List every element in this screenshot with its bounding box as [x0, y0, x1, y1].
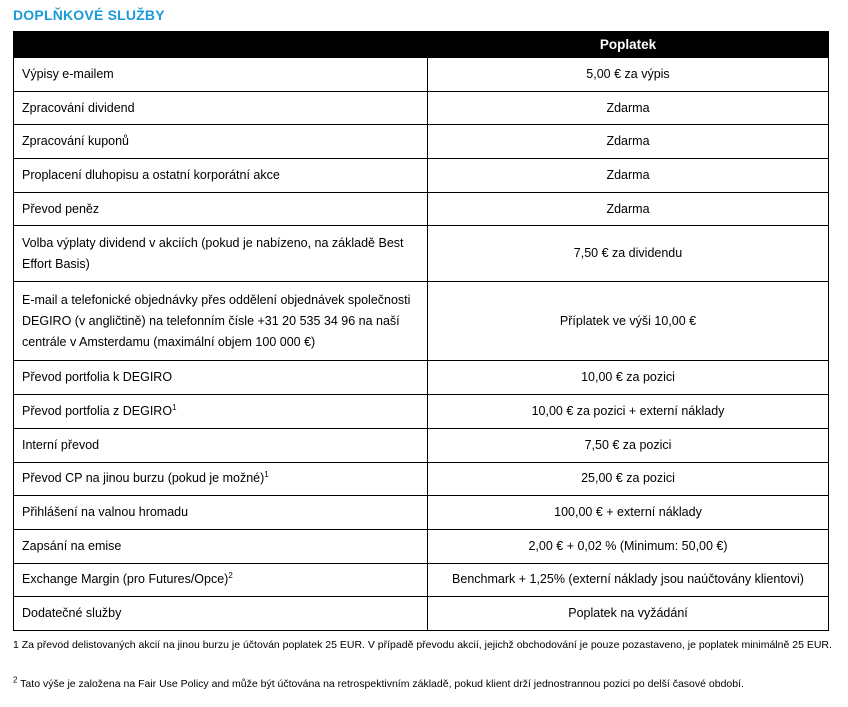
service-label: Dodatečné služby — [22, 606, 122, 621]
service-label: Přihlášení na valnou hromadu — [22, 505, 189, 520]
table-header-row — [14, 32, 829, 58]
fees-table — [13, 31, 829, 631]
footnote-2 — [13, 676, 841, 692]
table-row — [14, 529, 829, 563]
service-cell — [14, 282, 428, 361]
header-fee-cell: Poplatek — [428, 32, 829, 58]
fee-cell: 5,00 € za výpis — [428, 58, 829, 92]
table-row — [14, 91, 829, 125]
service-cell — [14, 395, 428, 429]
footnote-text: Tato výše je založena na Fair Use Policy and může být účtována na retrospektivním základě, pokud klient drží jednostrannou pozici po delší časové období. — [17, 678, 744, 690]
table-row — [14, 192, 829, 226]
table-row — [14, 597, 829, 631]
footnote-number: 1 — [13, 639, 19, 651]
table-row — [14, 496, 829, 530]
footnote-mark: 2 — [228, 571, 233, 581]
footnote-mark: 1 — [264, 470, 269, 480]
service-cell — [14, 159, 428, 193]
fee-cell: 10,00 € za pozici + externí náklady — [428, 395, 829, 429]
service-label: Převod portfolia z DEGIRO — [22, 403, 173, 418]
fee-cell: 2,00 € + 0,02 % (Minimum: 50,00 €) — [428, 529, 829, 563]
fee-cell: Zdarma — [428, 159, 829, 193]
service-label: Zapsání na emise — [22, 538, 122, 553]
table-row — [14, 125, 829, 159]
table-row — [14, 462, 829, 496]
table-row — [14, 58, 829, 92]
fee-cell: 25,00 € za pozici — [428, 462, 829, 496]
table-row — [14, 395, 829, 429]
fee-cell: 100,00 € + externí náklady — [428, 496, 829, 530]
footnote-mark: 1 — [172, 402, 177, 412]
service-cell — [14, 496, 428, 530]
fee-cell: Zdarma — [428, 192, 829, 226]
service-label: Volba výplaty dividend v akciích (pokud je nabízeno, na základě Best Effort Basis) — [22, 235, 404, 271]
fee-cell: Poplatek na vyžádání — [428, 597, 829, 631]
service-cell — [14, 226, 428, 282]
service-cell — [14, 91, 428, 125]
service-label: Exchange Margin (pro Futures/Opce) — [22, 572, 229, 587]
table-row — [14, 159, 829, 193]
service-cell — [14, 597, 428, 631]
service-label: Převod portfolia k DEGIRO — [22, 370, 173, 385]
table-row — [14, 282, 829, 361]
service-cell — [14, 529, 428, 563]
fee-cell: 7,50 € za pozici — [428, 428, 829, 462]
fee-cell: Zdarma — [428, 125, 829, 159]
service-label: Převod peněz — [22, 201, 100, 216]
footnote-text: Za převod delistovaných akcií na jinou burzu je účtován poplatek 25 EUR. V případě převodu akcií, jejichž obchodování je pouze pozastaveno, je poplatek minimálně 25 EUR. — [18, 639, 832, 651]
fee-cell: 10,00 € za pozici — [428, 361, 829, 395]
service-label: Zpracování dividend — [22, 100, 135, 115]
footnote-number: 2 — [13, 675, 18, 685]
service-cell — [14, 361, 428, 395]
service-cell — [14, 192, 428, 226]
service-cell — [14, 428, 428, 462]
fee-cell: Benchmark + 1,25% (externí náklady jsou naúčtovány klientovi) — [428, 563, 829, 597]
service-cell — [14, 58, 428, 92]
service-label: Převod CP na jinou burzu (pokud je možné) — [22, 471, 265, 486]
fee-cell: 7,50 € za dividendu — [428, 226, 829, 282]
service-cell — [14, 125, 428, 159]
service-cell — [14, 462, 428, 496]
service-cell — [14, 563, 428, 597]
service-label: Výpisy e-mailem — [22, 66, 114, 81]
header-blank-cell — [14, 32, 428, 58]
fee-cell: Zdarma — [428, 91, 829, 125]
service-label: E-mail a telefonické objednávky přes oddělení objednávek společnosti DEGIRO (v angličtině) na telefonním čísle +31 20 535 34 96 na naší centrále v Amsterdamu (maximální objem 100 000 €) — [22, 292, 411, 349]
table-row — [14, 226, 829, 282]
table-row — [14, 361, 829, 395]
service-label: Zpracování kuponů — [22, 134, 130, 149]
service-label: Interní převod — [22, 437, 100, 452]
service-label: Proplacení dluhopisu a ostatní korporátní akce — [22, 167, 280, 182]
table-row — [14, 428, 829, 462]
table-row — [14, 563, 829, 597]
fee-cell: Příplatek ve výši 10,00 € — [428, 282, 829, 361]
footnote-1 — [13, 637, 841, 653]
section-title: DOPLŇKOVÉ SLUŽBY — [13, 7, 165, 23]
